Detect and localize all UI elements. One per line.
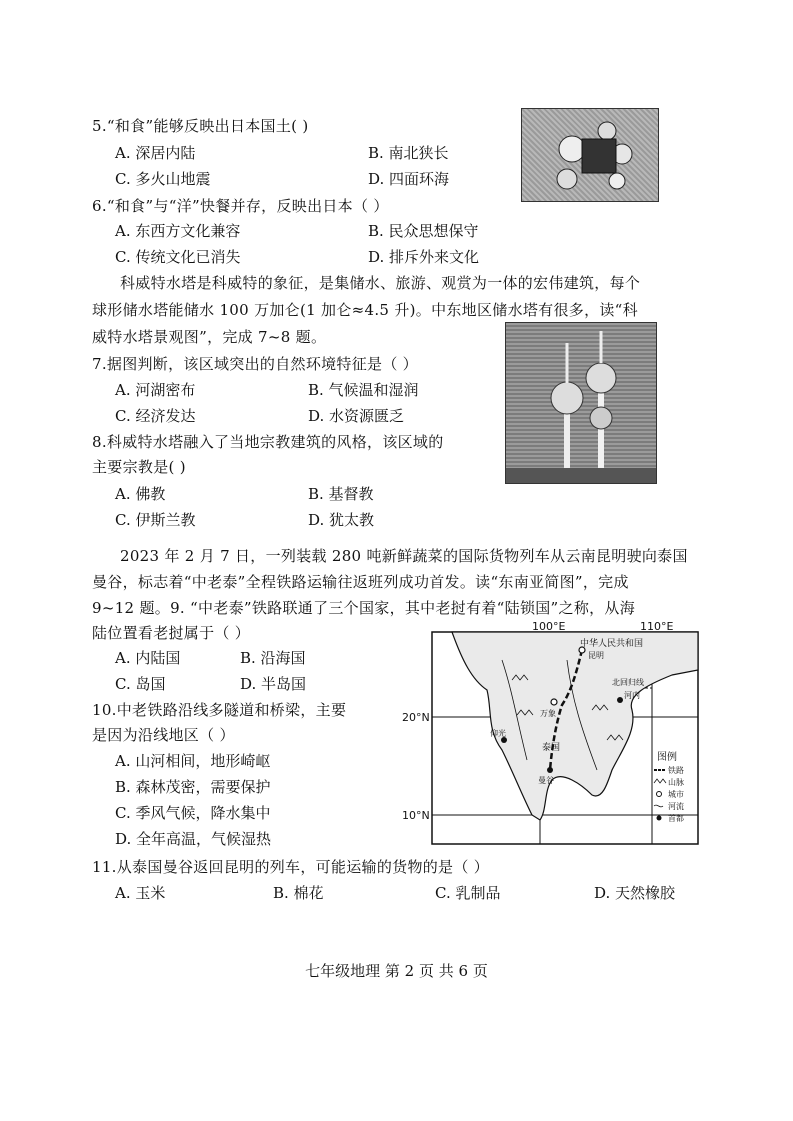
page-footer: 七年级地理 第 2 页 共 6 页 bbox=[305, 962, 488, 980]
map-place-bangkok: 曼谷 bbox=[538, 776, 554, 785]
map-place-yangon: 仰光 bbox=[490, 729, 506, 738]
passage2-line-1: 2023 年 2 月 7 日，一列装载 280 吨新鲜蔬菜的国际货物列车从云南昆明驶向泰国 bbox=[120, 547, 688, 565]
map-legend-railway: 铁路 bbox=[668, 766, 684, 775]
q9-option-d[interactable]: D. 半岛国 bbox=[240, 675, 307, 693]
southeast-asia-map bbox=[402, 620, 702, 846]
q8-stem-line-1: 8.科威特水塔融入了当地宗教建筑的风格，该区域的 bbox=[92, 433, 444, 451]
map-legend-city: 城市 bbox=[668, 790, 684, 799]
q8-option-b[interactable]: B. 基督教 bbox=[308, 485, 374, 503]
q5-option-a[interactable]: A. 深居内陆 bbox=[115, 144, 196, 162]
map-tropic-label: 北回归线 bbox=[612, 678, 644, 687]
passage1-line-2: 球形储水塔能储水 100 万加仑(1 加仑≈4.5 升)。中东地区储水塔有很多，读“科 bbox=[92, 301, 638, 319]
map-lon-100-label: 100°E bbox=[532, 620, 566, 633]
q10-stem-line-2: 是因为沿线地区（ ） bbox=[92, 726, 235, 744]
q5-option-d[interactable]: D. 四面环海 bbox=[368, 170, 450, 188]
map-lat-20-label: 20°N bbox=[402, 711, 430, 724]
q8-option-d[interactable]: D. 犹太教 bbox=[308, 511, 375, 529]
q7-option-b[interactable]: B. 气候温和湿润 bbox=[308, 381, 419, 399]
map-place-hanoi: 河内 bbox=[624, 691, 640, 700]
q11-option-c[interactable]: C. 乳制品 bbox=[435, 884, 501, 902]
q10-option-c[interactable]: C. 季风气候，降水集中 bbox=[115, 804, 271, 822]
passage2-line-2: 曼谷，标志着“中老泰”全程铁路运输往返班列成功首发。读“东南亚简图”，完成 bbox=[92, 573, 629, 591]
map-kunming-label: 昆明 bbox=[588, 651, 604, 660]
map-place-thailand: 泰国 bbox=[542, 743, 561, 753]
map-legend-river: 河流 bbox=[668, 802, 684, 811]
q9-option-c[interactable]: C. 岛国 bbox=[115, 675, 166, 693]
map-legend-title: 图例 bbox=[657, 752, 677, 763]
q9-option-a[interactable]: A. 内陆国 bbox=[115, 649, 181, 667]
map-country-label: 中华人民共和国 bbox=[580, 639, 644, 649]
q5-stem: 5.“和食”能够反映出日本国土( ) bbox=[92, 117, 309, 135]
washoku-photo bbox=[521, 108, 659, 202]
q10-option-b[interactable]: B. 森林茂密，需要保护 bbox=[115, 778, 271, 796]
map-legend-capital: 首都 bbox=[668, 814, 684, 823]
q7-option-c[interactable]: C. 经济发达 bbox=[115, 407, 196, 425]
q8-option-a[interactable]: A. 佛教 bbox=[115, 485, 166, 503]
kuwait-towers-photo bbox=[505, 322, 657, 484]
map-lon-110-label: 110°E bbox=[640, 620, 674, 633]
map-svg bbox=[402, 620, 702, 846]
q11-option-a[interactable]: A. 玉米 bbox=[115, 884, 166, 902]
q6-option-d[interactable]: D. 排斥外来文化 bbox=[368, 248, 480, 266]
passage2-line-3: 9~12 题。9. “中老泰”铁路联通了三个国家，其中老挝有着“陆锁国”之称，从海 bbox=[92, 599, 636, 617]
q5-option-c[interactable]: C. 多火山地震 bbox=[115, 170, 211, 188]
map-lat-10-label: 10°N bbox=[402, 809, 430, 822]
q10-option-d[interactable]: D. 全年高温，气候湿热 bbox=[115, 830, 272, 848]
passage1-line-1: 科威特水塔是科威特的象征，是集储水、旅游、观赏为一体的宏伟建筑，每个 bbox=[120, 274, 641, 292]
q8-stem-line-2: 主要宗教是( ) bbox=[92, 458, 186, 476]
passage2-line-4: 陆位置看老挝属于（ ） bbox=[92, 624, 251, 642]
passage1-line-3: 威特水塔景观图”，完成 7~8 题。 bbox=[92, 328, 327, 346]
q11-option-b[interactable]: B. 棉花 bbox=[273, 884, 324, 902]
q7-stem: 7.据图判断，该区域突出的自然环境特征是（ ） bbox=[92, 355, 418, 373]
q6-stem: 6.“和食”与“洋”快餐并存，反映出日本（ ） bbox=[92, 197, 389, 215]
q11-stem: 11.从泰国曼谷返回昆明的列车，可能运输的货物的是（ ） bbox=[92, 858, 490, 876]
map-place-vientiane: 万象 bbox=[540, 709, 556, 718]
q10-option-a[interactable]: A. 山河相间，地形崎岖 bbox=[115, 752, 271, 770]
q6-option-c[interactable]: C. 传统文化已消失 bbox=[115, 248, 241, 266]
q10-stem-line-1: 10.中老铁路沿线多隧道和桥梁，主要 bbox=[92, 701, 347, 719]
q6-option-b[interactable]: B. 民众思想保守 bbox=[368, 222, 479, 240]
q9-option-b[interactable]: B. 沿海国 bbox=[240, 649, 306, 667]
q6-option-a[interactable]: A. 东西方文化兼容 bbox=[115, 222, 241, 240]
q11-option-d[interactable]: D. 天然橡胶 bbox=[594, 884, 676, 902]
q7-option-a[interactable]: A. 河湖密布 bbox=[115, 381, 196, 399]
q5-option-b[interactable]: B. 南北狭长 bbox=[368, 144, 449, 162]
map-legend-mountain: 山脉 bbox=[668, 778, 684, 787]
q8-option-c[interactable]: C. 伊斯兰教 bbox=[115, 511, 196, 529]
q7-option-d[interactable]: D. 水资源匮乏 bbox=[308, 407, 405, 425]
